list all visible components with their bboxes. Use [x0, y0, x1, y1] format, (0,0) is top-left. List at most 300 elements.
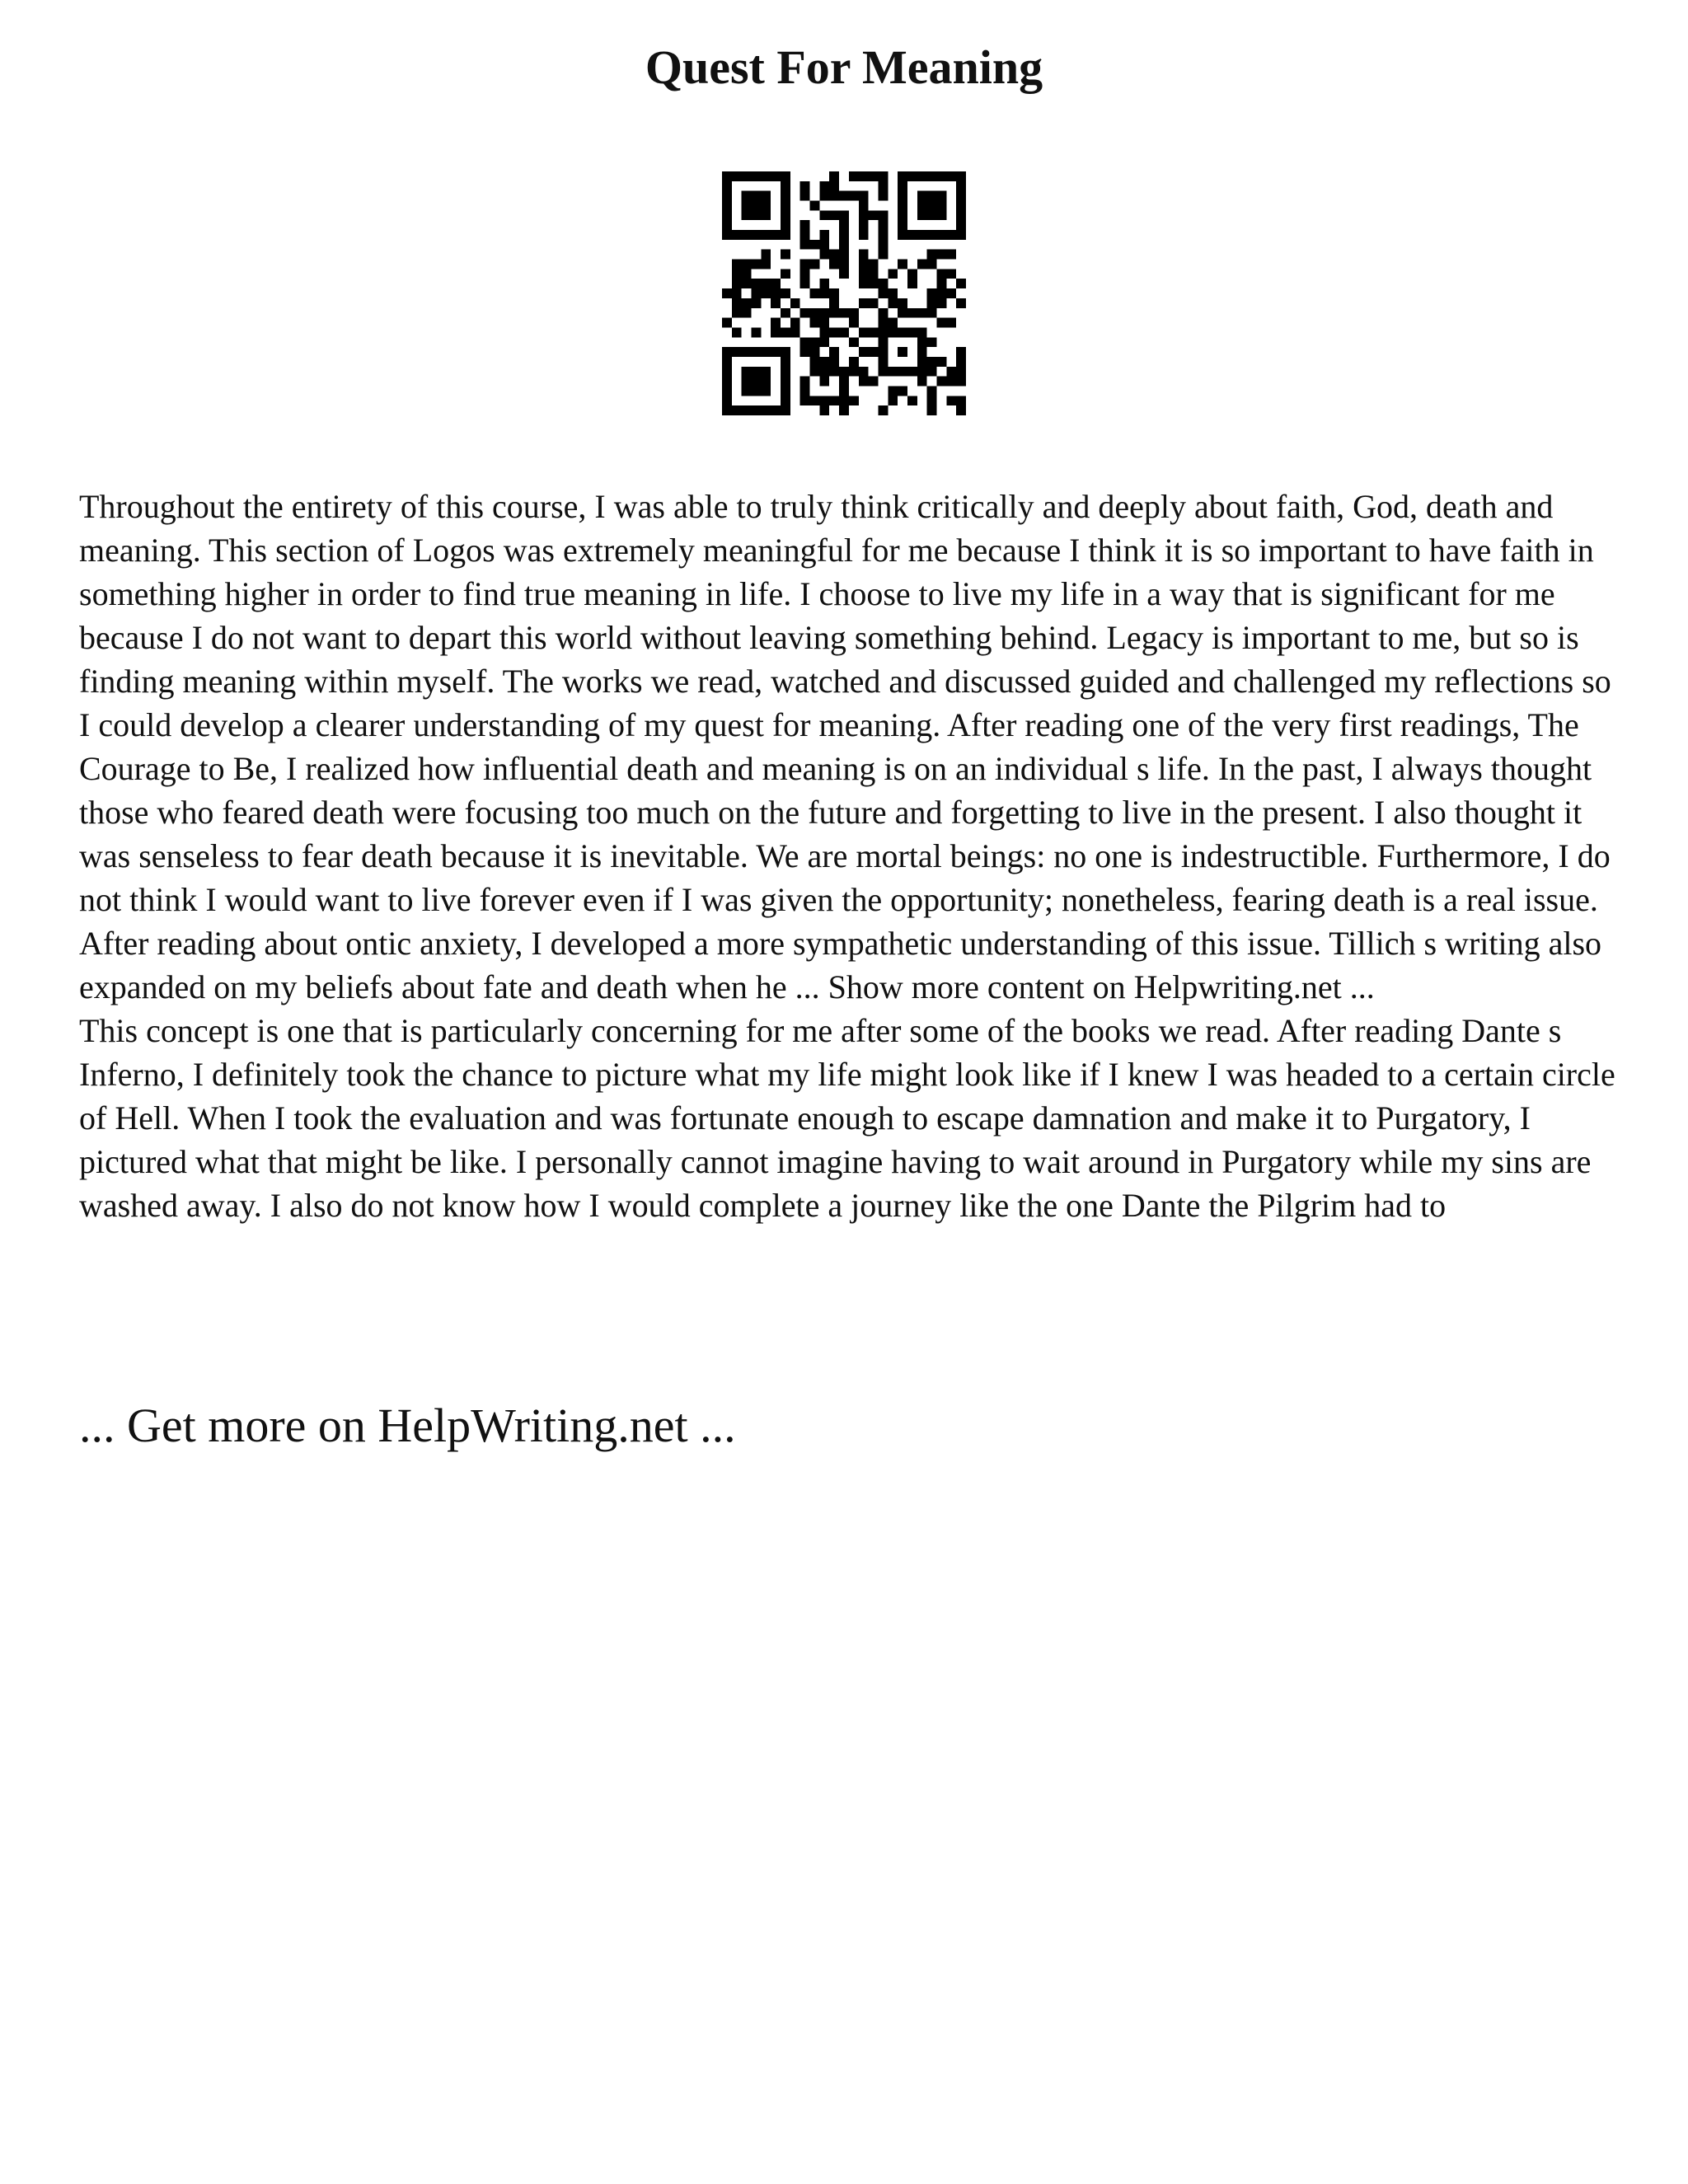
- qr-module: [829, 171, 839, 181]
- qr-module: [917, 337, 927, 347]
- qr-module: [907, 396, 917, 405]
- qr-module: [956, 357, 966, 367]
- qr-module: [761, 279, 771, 288]
- qr-module: [742, 308, 752, 318]
- qr-module: [888, 288, 898, 298]
- qr-module: [819, 288, 829, 298]
- qr-module: [917, 367, 927, 377]
- qr-module: [829, 357, 839, 367]
- qr-module: [742, 347, 752, 357]
- qr-module: [722, 181, 732, 191]
- qr-module: [790, 318, 800, 328]
- qr-module: [819, 337, 829, 347]
- qr-module: [732, 269, 742, 279]
- qr-module: [927, 386, 937, 396]
- qr-module: [752, 210, 762, 220]
- qr-module: [898, 220, 907, 230]
- qr-module: [722, 191, 732, 201]
- qr-module: [722, 288, 732, 298]
- qr-module: [761, 405, 771, 415]
- qr-module: [781, 210, 790, 220]
- qr-module: [800, 230, 810, 240]
- qr-module: [839, 191, 849, 201]
- qr-module: [829, 367, 839, 377]
- qr-module: [829, 191, 839, 201]
- qr-module: [839, 260, 849, 269]
- qr-module: [800, 191, 810, 201]
- qr-module: [936, 357, 946, 367]
- qr-module: [859, 269, 869, 279]
- qr-module: [946, 171, 956, 181]
- qr-module: [829, 308, 839, 318]
- qr-module: [839, 250, 849, 260]
- qr-module: [878, 191, 888, 201]
- qr-module: [878, 250, 888, 260]
- qr-module: [819, 240, 829, 250]
- qr-module: [898, 210, 907, 220]
- qr-module: [781, 269, 790, 279]
- qr-module: [810, 337, 820, 347]
- qr-module: [946, 367, 956, 377]
- qr-module: [771, 405, 781, 415]
- qr-module: [781, 288, 790, 298]
- qr-module: [878, 327, 888, 337]
- qr-module: [936, 377, 946, 387]
- qr-module: [829, 260, 839, 269]
- qr-module: [761, 288, 771, 298]
- qr-module: [946, 250, 956, 260]
- qr-module: [859, 298, 869, 308]
- qr-module: [917, 230, 927, 240]
- qr-module: [819, 308, 829, 318]
- qr-module: [761, 250, 771, 260]
- qr-module: [810, 260, 820, 269]
- qr-module: [888, 269, 898, 279]
- qr-module: [849, 357, 859, 367]
- qr-module: [849, 396, 859, 405]
- qr-module: [829, 327, 839, 337]
- qr-module: [888, 327, 898, 337]
- qr-module: [839, 220, 849, 230]
- qr-module: [761, 367, 771, 377]
- qr-module: [761, 191, 771, 201]
- qr-module: [771, 318, 781, 328]
- essay-body: [79, 485, 1629, 1227]
- qr-module: [839, 405, 849, 415]
- qr-module: [917, 201, 927, 211]
- qr-module: [878, 367, 888, 377]
- qr-module: [752, 327, 762, 337]
- qr-module: [898, 327, 907, 337]
- qr-module: [742, 269, 752, 279]
- qr-module: [819, 181, 829, 191]
- qr-module: [810, 367, 820, 377]
- qr-module: [810, 318, 820, 328]
- qr-module: [936, 279, 946, 288]
- qr-module: [936, 318, 946, 328]
- qr-module: [898, 298, 907, 308]
- qr-module: [752, 386, 762, 396]
- qr-module: [761, 377, 771, 387]
- qr-module: [888, 367, 898, 377]
- qr-module: [800, 240, 810, 250]
- qr-module: [849, 318, 859, 328]
- qr-module: [956, 181, 966, 191]
- qr-module: [859, 210, 869, 220]
- qr-module: [956, 279, 966, 288]
- qr-code-icon[interactable]: [722, 171, 966, 415]
- qr-module: [781, 250, 790, 260]
- qr-module: [869, 347, 879, 357]
- qr-module: [732, 308, 742, 318]
- qr-module: [819, 327, 829, 337]
- qr-module: [859, 250, 869, 260]
- qr-module: [752, 377, 762, 387]
- qr-module: [907, 327, 917, 337]
- qr-module: [927, 367, 937, 377]
- qr-module: [869, 377, 879, 387]
- qr-module: [927, 191, 937, 201]
- qr-module: [752, 260, 762, 269]
- qr-module: [936, 210, 946, 220]
- qr-module: [752, 298, 762, 308]
- qr-module: [927, 210, 937, 220]
- qr-module: [722, 318, 732, 328]
- qr-module: [859, 220, 869, 230]
- qr-module: [819, 191, 829, 201]
- qr-module: [761, 171, 771, 181]
- qr-module: [859, 260, 869, 269]
- qr-module: [722, 220, 732, 230]
- qr-module: [752, 171, 762, 181]
- qr-module: [927, 250, 937, 260]
- qr-module: [956, 220, 966, 230]
- qr-module: [917, 171, 927, 181]
- qr-module: [927, 171, 937, 181]
- qr-module: [742, 367, 752, 377]
- qr-module: [898, 308, 907, 318]
- qr-module: [761, 230, 771, 240]
- qr-module: [722, 405, 732, 415]
- qr-module: [810, 357, 820, 367]
- qr-module: [956, 191, 966, 201]
- qr-module: [722, 201, 732, 211]
- qr-module: [800, 386, 810, 396]
- qr-module: [946, 288, 956, 298]
- qr-module: [946, 269, 956, 279]
- qr-module: [829, 298, 839, 308]
- qr-module: [742, 230, 752, 240]
- qr-module: [946, 377, 956, 387]
- qr-module: [732, 279, 742, 288]
- qr-module: [761, 260, 771, 269]
- qr-module: [898, 201, 907, 211]
- qr-module: [849, 367, 859, 377]
- qr-module: [907, 171, 917, 181]
- qr-module: [956, 171, 966, 181]
- qr-module: [810, 396, 820, 405]
- qr-module: [781, 405, 790, 415]
- qr-module: [956, 377, 966, 387]
- qr-module: [810, 240, 820, 250]
- qr-module: [781, 171, 790, 181]
- qr-module: [839, 308, 849, 318]
- qr-module: [781, 367, 790, 377]
- qr-module: [869, 298, 879, 308]
- qr-module: [722, 386, 732, 396]
- qr-module: [781, 230, 790, 240]
- qr-module: [917, 347, 927, 357]
- qr-module: [927, 201, 937, 211]
- qr-module: [810, 308, 820, 318]
- qr-module: [752, 405, 762, 415]
- qr-module: [752, 230, 762, 240]
- qr-module: [888, 396, 898, 405]
- qr-module: [936, 250, 946, 260]
- qr-module: [839, 377, 849, 387]
- essay-paragraph: This concept is one that is particularly concerning for me after some of the books we read. After reading Dante s Inferno, I definitely took the chance to picture what my life might look like if I knew I was headed to a certain circle of Hell. When I took the evaluation and was fortunate enough to escape damnation and make it to Purgatory, I pictured what that might be like. I personally cannot imagine having to wait around in Purgatory while my sins are washed away. I also do not know how I would complete a journey like the one Dante the Pilgrim had to: [79, 1012, 1615, 1224]
- qr-module: [927, 260, 937, 269]
- qr-module: [771, 279, 781, 288]
- qr-module: [849, 308, 859, 318]
- qr-module: [790, 327, 800, 337]
- qr-module: [732, 405, 742, 415]
- qr-module: [829, 210, 839, 220]
- qr-module: [732, 260, 742, 269]
- qr-module: [722, 230, 732, 240]
- qr-module: [917, 377, 927, 387]
- qr-module: [946, 396, 956, 405]
- qr-module: [859, 377, 869, 387]
- qr-module: [810, 288, 820, 298]
- qr-module: [917, 308, 927, 318]
- qr-module: [849, 171, 859, 181]
- qr-module: [927, 405, 937, 415]
- qr-module: [771, 347, 781, 357]
- qr-module: [781, 181, 790, 191]
- qr-module: [936, 288, 946, 298]
- qr-module: [898, 367, 907, 377]
- qr-module: [761, 201, 771, 211]
- qr-module: [829, 396, 839, 405]
- qr-module: [800, 396, 810, 405]
- qr-module: [839, 367, 849, 377]
- qr-module: [771, 298, 781, 308]
- qr-module: [742, 405, 752, 415]
- qr-module: [956, 298, 966, 308]
- qr-module: [917, 210, 927, 220]
- qr-module: [898, 171, 907, 181]
- qr-module: [819, 279, 829, 288]
- qr-module: [839, 210, 849, 220]
- qr-module: [722, 210, 732, 220]
- qr-module: [781, 347, 790, 357]
- qr-module: [800, 279, 810, 288]
- qr-module: [936, 269, 946, 279]
- qr-module: [849, 337, 859, 347]
- qr-module: [859, 171, 869, 181]
- qr-module: [761, 347, 771, 357]
- qr-module: [927, 396, 937, 405]
- page-title: Quest For Meaning: [645, 40, 1043, 94]
- qr-module: [829, 181, 839, 191]
- qr-module: [936, 171, 946, 181]
- qr-module: [761, 210, 771, 220]
- qr-module: [800, 377, 810, 387]
- qr-module: [956, 201, 966, 211]
- qr-module: [946, 230, 956, 240]
- qr-module: [819, 210, 829, 220]
- qr-module: [869, 269, 879, 279]
- qr-module: [859, 230, 869, 240]
- qr-module: [878, 171, 888, 181]
- qr-module: [781, 327, 790, 337]
- qr-module: [936, 201, 946, 211]
- qr-module: [742, 260, 752, 269]
- qr-module: [907, 279, 917, 288]
- qr-module: [878, 405, 888, 415]
- qr-module: [839, 327, 849, 337]
- qr-module: [732, 230, 742, 240]
- qr-module: [859, 367, 869, 377]
- qr-module: [878, 318, 888, 328]
- qr-module: [898, 181, 907, 191]
- qr-module: [869, 279, 879, 288]
- qr-module: [927, 337, 937, 347]
- qr-module: [771, 230, 781, 240]
- qr-module: [819, 377, 829, 387]
- qr-module: [898, 230, 907, 240]
- qr-module: [917, 191, 927, 201]
- qr-module: [878, 220, 888, 230]
- qr-module: [819, 367, 829, 377]
- qr-module: [869, 327, 879, 337]
- qr-module: [907, 230, 917, 240]
- qr-module: [927, 288, 937, 298]
- qr-module: [859, 279, 869, 288]
- qr-module: [917, 327, 927, 337]
- qr-module: [839, 396, 849, 405]
- qr-module: [878, 288, 888, 298]
- qr-module: [819, 230, 829, 240]
- qr-module: [800, 260, 810, 269]
- qr-module: [742, 279, 752, 288]
- qr-module: [781, 220, 790, 230]
- qr-module: [878, 210, 888, 220]
- qr-module: [742, 201, 752, 211]
- qr-module: [819, 405, 829, 415]
- qr-module: [907, 269, 917, 279]
- qr-module: [771, 288, 781, 298]
- qr-module: [936, 191, 946, 201]
- qr-module: [869, 171, 879, 181]
- qr-module: [781, 201, 790, 211]
- qr-module: [927, 298, 937, 308]
- qr-module: [800, 347, 810, 357]
- qr-module: [781, 377, 790, 387]
- qr-module: [869, 210, 879, 220]
- qr-module: [732, 327, 742, 337]
- qr-module: [752, 347, 762, 357]
- qr-module: [859, 327, 869, 337]
- qr-module: [956, 347, 966, 357]
- qr-module: [878, 279, 888, 288]
- qr-module: [771, 171, 781, 181]
- qr-module: [771, 327, 781, 337]
- essay-paragraph: Throughout the entirety of this course, I was able to truly think critically and deeply about faith, God, death and meaning. This section of Logos was extremely meaningful for me because I think it is so important to have faith in something higher in order to find true meaning in life. I choose to live my life in a way that is significant for me because I do not want to depart this world without leaving something behind. Legacy is important to me, but so is finding meaning within myself. The works we read, watched and discussed guided and challenged my reflections so I could develop a clearer understanding of my quest for meaning. After reading one of the very first readings, The Courage to Be, I realized how influential death and meaning is on an individual s life. In the past, I always thought those who feared death were focusing too much on the future and forgetting to live in the present. I also thought it was senseless to fear death because it is inevitable. We are mortal beings: no one is indestructible. Furthermore, I do not think I would want to live forever even if I was given the opportunity; nonetheless, fearing death is a real issue. After reading about ontic anxiety, I developed a more sympathetic understanding of this issue. Tillich s writing also expanded on my beliefs about fate and death when he ... Show more content on Helpwriting.net ...: [79, 488, 1611, 1005]
- qr-module: [752, 201, 762, 211]
- qr-module: [829, 347, 839, 357]
- qr-module: [946, 318, 956, 328]
- qr-module: [839, 386, 849, 396]
- qr-module: [888, 298, 898, 308]
- qr-module: [898, 191, 907, 201]
- qr-module: [878, 347, 888, 357]
- qr-module: [898, 347, 907, 357]
- qr-module: [722, 377, 732, 387]
- qr-module: [819, 250, 829, 260]
- qr-module: [732, 288, 742, 298]
- qr-module: [810, 201, 820, 211]
- qr-module: [898, 260, 907, 269]
- qr-module: [956, 396, 966, 405]
- qr-module: [859, 191, 869, 201]
- qr-module: [790, 298, 800, 308]
- qr-module: [878, 240, 888, 250]
- qr-module: [878, 337, 888, 347]
- qr-module: [917, 260, 927, 269]
- qr-module: [839, 240, 849, 250]
- qr-module: [800, 220, 810, 230]
- qr-module: [752, 367, 762, 377]
- qr-module: [927, 357, 937, 367]
- qr-module: [849, 191, 859, 201]
- qr-module: [781, 396, 790, 405]
- qr-module: [800, 337, 810, 347]
- qr-module: [732, 347, 742, 357]
- qr-module: [752, 191, 762, 201]
- qr-module: [781, 386, 790, 396]
- qr-module: [752, 288, 762, 298]
- get-more-link[interactable]: ... Get more on HelpWriting.net ...: [79, 1399, 736, 1452]
- qr-module: [829, 288, 839, 298]
- qr-module: [810, 347, 820, 357]
- qr-module: [722, 171, 732, 181]
- qr-module: [742, 298, 752, 308]
- qr-module: [742, 171, 752, 181]
- qr-module: [742, 377, 752, 387]
- qr-module: [819, 357, 829, 367]
- qr-module: [819, 318, 829, 328]
- qr-module: [742, 210, 752, 220]
- qr-module: [742, 386, 752, 396]
- qr-module: [800, 269, 810, 279]
- qr-module: [732, 298, 742, 308]
- qr-module: [800, 181, 810, 191]
- qr-module: [732, 171, 742, 181]
- qr-module: [936, 230, 946, 240]
- qr-module: [878, 230, 888, 240]
- qr-module: [829, 250, 839, 260]
- qr-module: [878, 181, 888, 191]
- qr-module: [800, 308, 810, 318]
- qr-code-graphic: [722, 171, 966, 415]
- qr-module: [878, 308, 888, 318]
- qr-module: [722, 347, 732, 357]
- qr-module: [956, 405, 966, 415]
- qr-module: [898, 386, 907, 396]
- qr-module: [839, 230, 849, 240]
